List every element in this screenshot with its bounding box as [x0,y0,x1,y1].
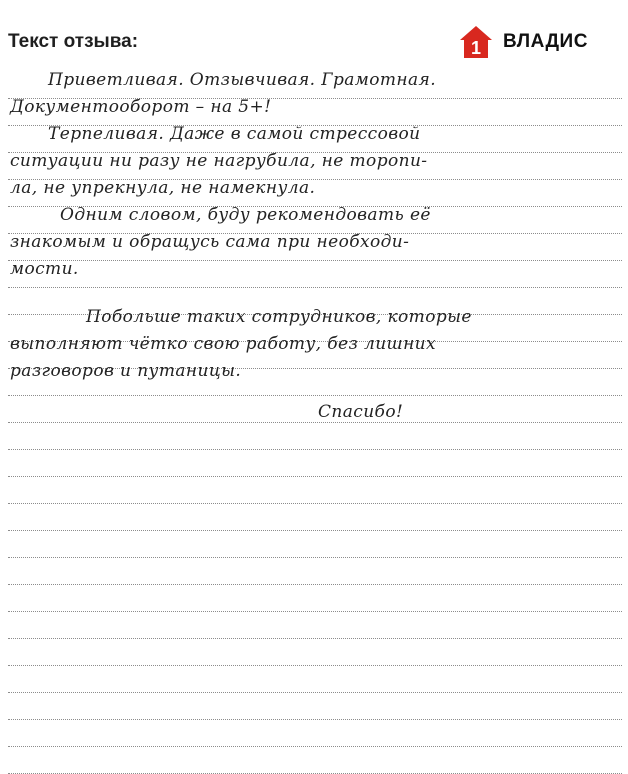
header [0,0,628,62]
logo-icon-digit: 1 [470,38,482,58]
vladis-logo [459,24,588,60]
house-key-icon [459,25,493,59]
page-title: Текст отзыва: [8,31,139,52]
handwritten-line-7: знакомым и обращусь сама при необходи- [10,232,410,252]
handwritten-line-12: разговоров и путаницы. [10,361,242,381]
handwritten-line-8: мости. [10,259,79,279]
handwritten-line-4: ситуации ни разу не нагрубила, не торопи- [10,151,428,171]
handwritten-line-10: Побольше таких сотрудников, которые [86,307,472,327]
handwritten-line-14: Спасибо! [318,402,404,422]
logo-text: ВЛАДИС [503,31,588,52]
ruled-sheet [0,62,628,768]
handwritten-line-1: Приветливая. Отзывчивая. Грамотная. [48,70,436,90]
handwritten-line-3: Терпеливая. Даже в самой стрессовой [48,124,421,144]
handwritten-line-6: Одним словом, буду рекомендовать её [60,205,431,225]
handwritten-text [0,62,628,768]
handwritten-line-2: Документооборот – на 5+! [10,97,272,117]
handwritten-line-11: выполняют чётко свою работу, без лишних [10,334,436,354]
handwritten-line-5: ла, не упрекнула, не намекнула. [10,178,316,198]
